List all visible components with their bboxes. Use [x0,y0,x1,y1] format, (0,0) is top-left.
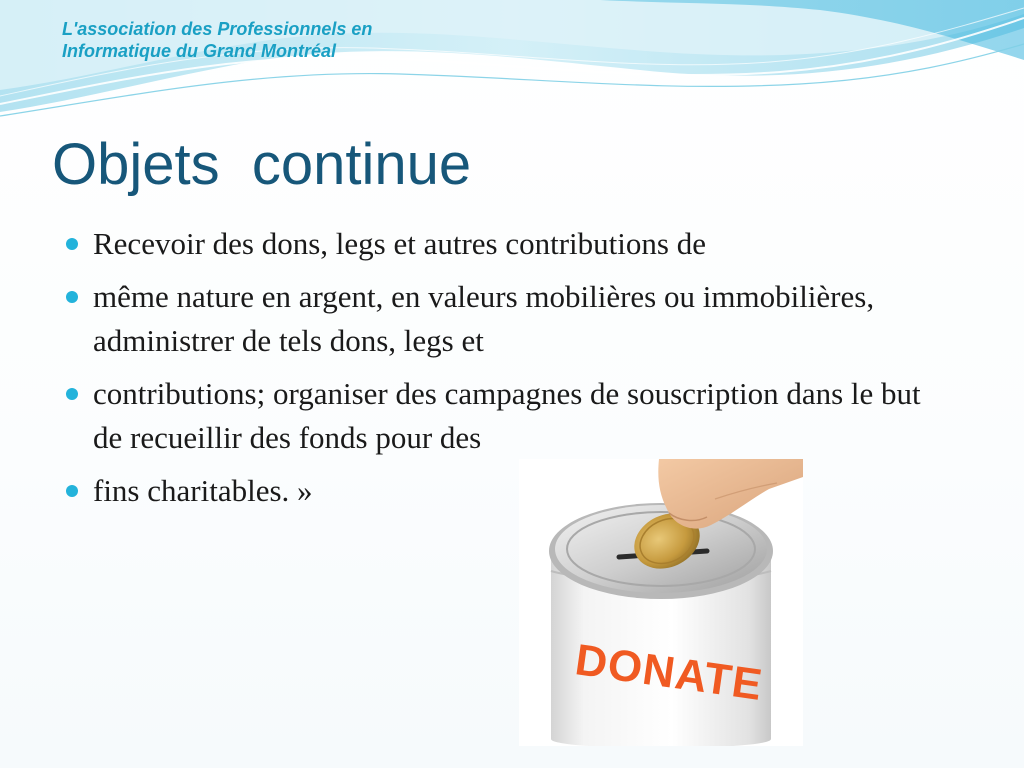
bullet-text: contributions; organiser des campagnes de souscription dans le but de recueillir des fonds pour des [93,376,921,455]
bullet-icon [66,238,78,250]
bullet-icon [66,291,78,303]
bullet-item [62,469,952,513]
donate-label: DONATE [572,635,766,711]
bullet-text: fins charitables. » [93,473,313,508]
bullet-item [62,372,952,460]
organization-name-line-2: Informatique du Grand Montréal [62,41,337,61]
bullet-text: même nature en argent, en valeurs mobilières ou immobilières, administrer de tels dons, legs et [93,279,875,358]
bullet-text: Recevoir des dons, legs et autres contributions de [93,226,706,261]
bullet-icon [66,388,78,400]
organization-header [62,18,482,62]
bullet-icon [66,485,78,497]
donation-can-image [519,459,803,746]
bullet-item [62,222,952,266]
bullet-item [62,275,952,363]
bullet-list [62,222,952,522]
slide-title: Objets continue [52,132,472,197]
organization-name-line-1: L'association des Professionnels en [62,19,373,39]
